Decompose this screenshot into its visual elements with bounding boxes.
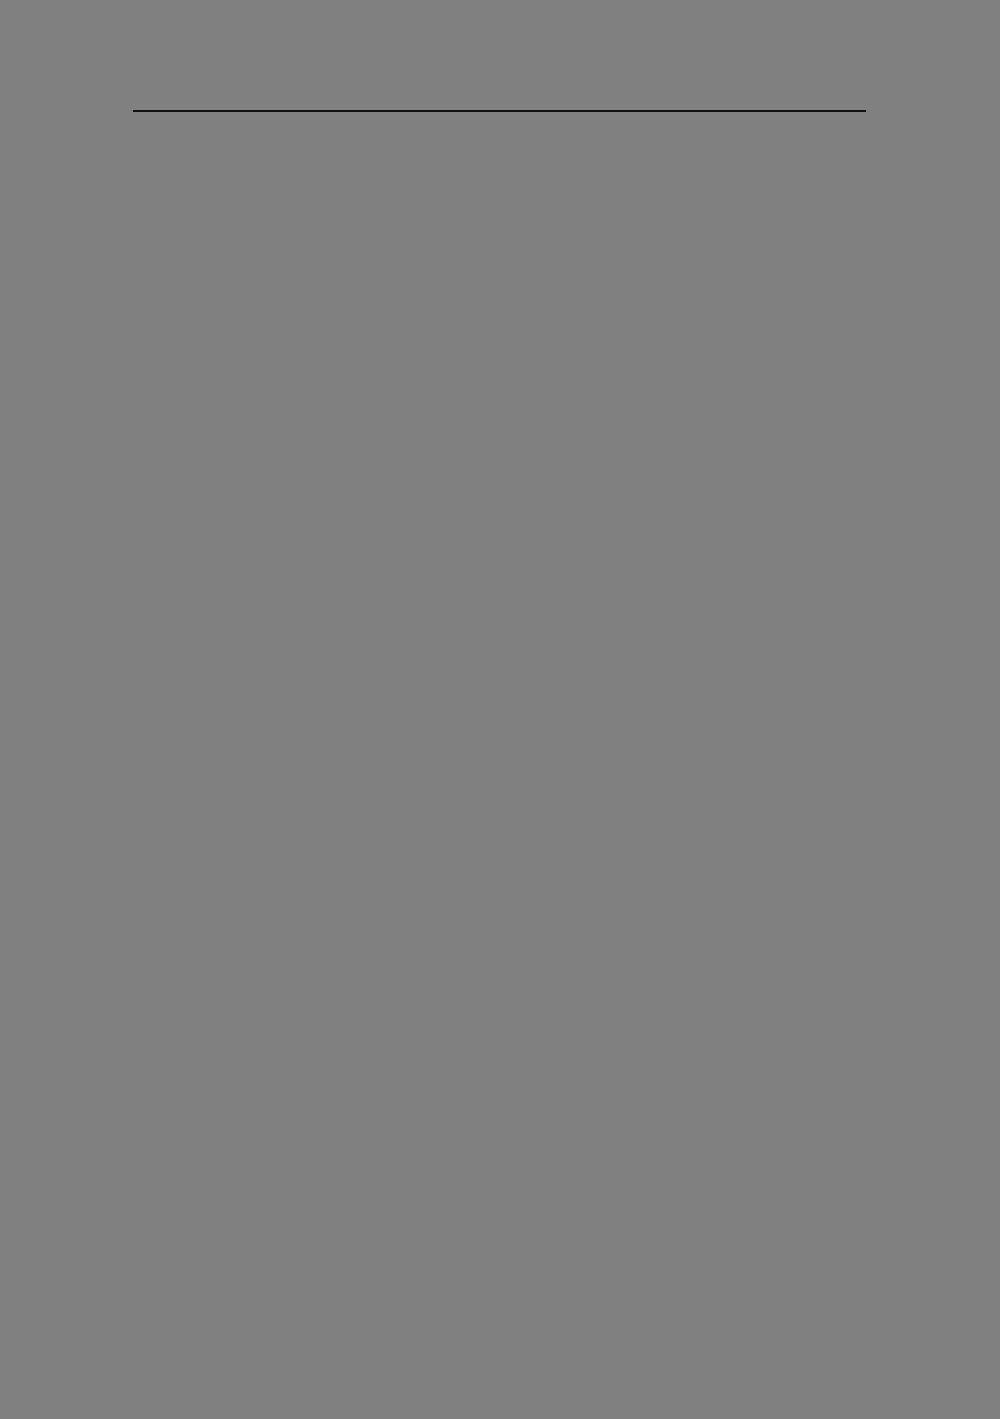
header-rule [133, 110, 866, 112]
